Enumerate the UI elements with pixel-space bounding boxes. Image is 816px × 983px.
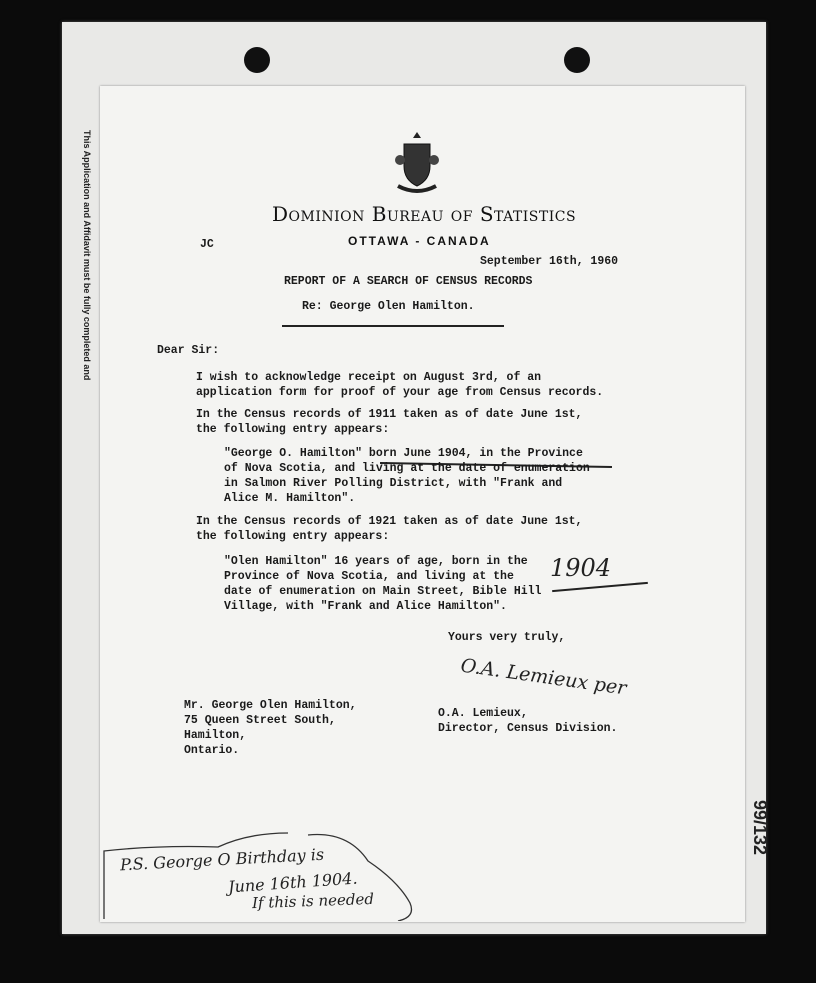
file-number-stamp: 99/132 <box>750 800 770 856</box>
body-line: application form for proof of your age from Census records. <box>196 386 604 399</box>
postscript-line: If this is needed <box>251 889 375 913</box>
underline <box>552 582 648 592</box>
sender-name: O.A. Lemieux, <box>438 707 528 720</box>
coat-of-arms-icon <box>394 130 440 196</box>
postscript-line: June 16th 1904. <box>227 868 359 897</box>
sender-title: Director, Census Division. <box>438 722 618 735</box>
body-line: "Olen Hamilton" 16 years of age, born in the <box>224 555 528 568</box>
body-line: in Salmon River Polling District, with "Frank and <box>224 477 563 490</box>
body-line: In the Census records of 1921 taken as of date June 1st, <box>196 515 583 528</box>
punch-hole <box>244 47 270 73</box>
signature: O.A. Lemieux per <box>459 654 628 700</box>
recipient-line: Ontario. <box>184 744 240 757</box>
body-line: the following entry appears: <box>196 530 390 543</box>
body-line: In the Census records of 1911 taken as of date June 1st, <box>196 408 583 421</box>
closing: Yours very truly, <box>448 631 566 644</box>
recipient-line: 75 Queen Street South, <box>184 714 336 727</box>
body-line: of Nova Scotia, and living at the date of enumeration <box>224 462 590 475</box>
body-line: the following entry appears: <box>196 423 390 436</box>
heading: REPORT OF A SEARCH OF CENSUS RECORDS <box>284 275 533 288</box>
body-line: Alice M. Hamilton". <box>224 492 356 505</box>
postscript-line: P.S. George O Birthday is <box>119 844 325 875</box>
punch-hole <box>564 47 590 73</box>
divider <box>282 325 504 327</box>
body-line: date of enumeration on Main Street, Bible Hill <box>224 585 542 598</box>
body-line: "George O. Hamilton" born June 1904, in the Province <box>224 447 583 460</box>
side-note: This Application and Affidavit must be fully completed and <box>82 130 92 381</box>
body-line: Village, with "Frank and Alice Hamilton". <box>224 600 507 613</box>
recipient-line: Mr. George Olen Hamilton, <box>184 699 357 712</box>
letterhead-subtitle: OTTAWA - CANADA <box>348 234 491 248</box>
initials: JC <box>200 238 214 251</box>
re-line: Re: George Olen Hamilton. <box>302 300 475 313</box>
body-line: Province of Nova Scotia, and living at the <box>224 570 514 583</box>
recipient-line: Hamilton, <box>184 729 247 742</box>
date: September 16th, 1960 <box>480 255 619 268</box>
letterhead-title: Dominion Bureau of Statistics <box>272 202 577 226</box>
salutation: Dear Sir: <box>157 344 220 357</box>
letter <box>100 86 745 922</box>
body-line: I wish to acknowledge receipt on August 3rd, of an <box>196 371 542 384</box>
margin-note: 1904 <box>550 554 612 582</box>
